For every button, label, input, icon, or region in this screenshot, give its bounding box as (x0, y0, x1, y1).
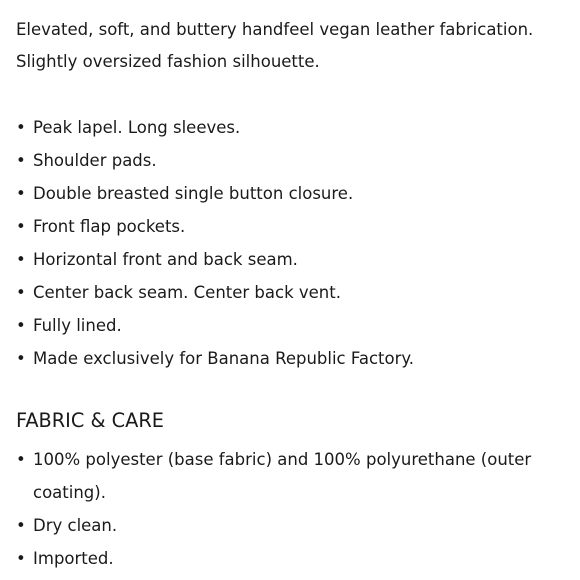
bullet-icon: • (16, 250, 26, 269)
list-item: • Center back seam. Center back vent. (16, 276, 566, 309)
list-item: • Front flap pockets. (16, 210, 566, 243)
bullet-icon: • (16, 349, 26, 368)
list-item: • Imported. (16, 542, 566, 575)
list-item: • Horizontal front and back seam. (16, 243, 566, 276)
bullet-icon: • (16, 184, 26, 203)
list-item: • Fully lined. (16, 309, 566, 342)
bullet-icon: • (16, 516, 26, 535)
list-item: • Double breasted single button closure. (16, 177, 566, 210)
bullet-icon: • (16, 450, 26, 469)
bullet-icon: • (16, 217, 26, 236)
list-item: • 100% polyester (base fabric) and 100% polyurethane (outer coating). (16, 443, 566, 509)
list-item: • Dry clean. (16, 509, 566, 542)
fabric-care-heading: FABRIC & CARE (16, 409, 164, 432)
bullet-icon: • (16, 316, 26, 335)
list-item: • Made exclusively for Banana Republic Factory. (16, 342, 566, 375)
description-line-1: Elevated, soft, and buttery handfeel vegan leather fabrication. (16, 20, 534, 39)
bullet-icon: • (16, 283, 26, 302)
product-details (16, 14, 566, 575)
features-list (16, 111, 566, 375)
description-line-2: Slightly oversized fashion silhouette. (16, 52, 320, 71)
list-item: • Shoulder pads. (16, 144, 566, 177)
bullet-icon: • (16, 549, 26, 568)
list-item: • Peak lapel. Long sleeves. (16, 111, 566, 144)
product-description (16, 14, 566, 78)
bullet-icon: • (16, 151, 26, 170)
bullet-icon: • (16, 118, 26, 137)
fabric-care-list (16, 443, 566, 575)
